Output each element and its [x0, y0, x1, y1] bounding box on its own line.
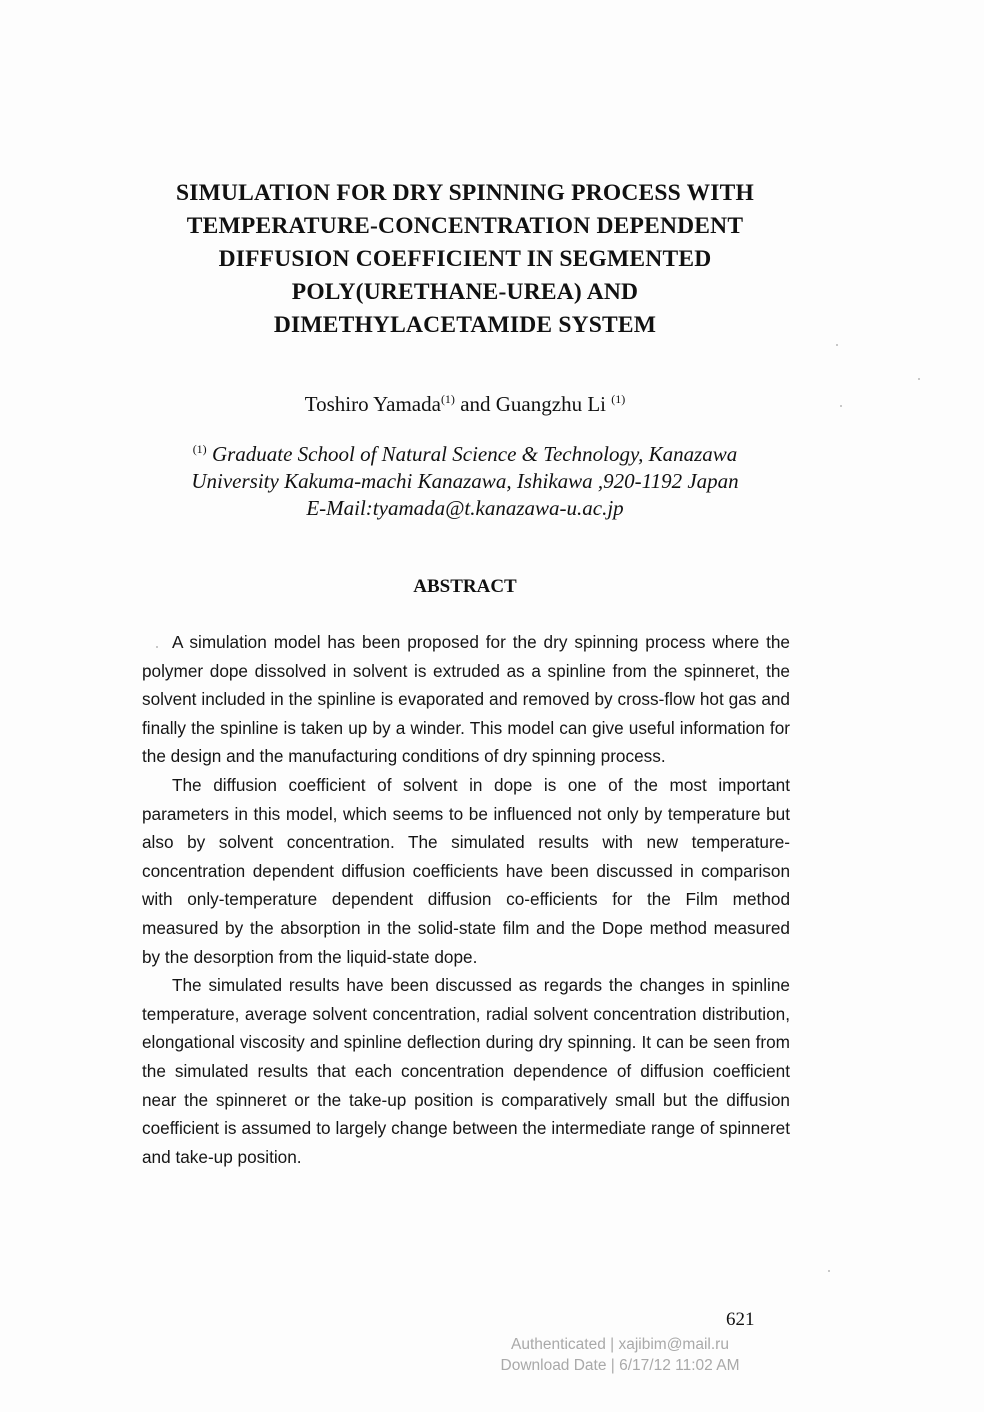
author-connector: and — [454, 392, 496, 416]
download-watermark — [470, 1334, 770, 1376]
page-number: 621 — [726, 1309, 755, 1330]
abstract-body — [142, 628, 790, 1171]
scan-speck — [828, 1270, 830, 1272]
scan-speck — [836, 344, 838, 346]
paper-title — [120, 177, 810, 342]
title-line: SIMULATION FOR DRY SPINNING PROCESS WITH — [175, 180, 754, 206]
abstract-paragraph: The diffusion coefficient of solvent in dope is one of the most important parameters in this model, which seems to be influenced not only by temperature but also by solvent concentration. The simulated results with new temperature-concentration dependent diffusion coefficients have been discussed in comparison with only-temperature dependent diffusion co-efficients for the Film method measured by the absorption in the solid-state film and the Dope method measured by the desorption from the liquid-state dope. — [142, 774, 790, 967]
affiliation-marker: (1) — [192, 442, 207, 456]
affiliation-block — [120, 436, 810, 522]
title-line: TEMPERATURE-CONCENTRATION DEPENDENT — [186, 213, 744, 239]
title-line: DIMETHYLACETAMIDE SYSTEM — [273, 312, 657, 338]
title-line: POLY(URETHANE-UREA) AND — [291, 279, 639, 305]
author-line — [120, 384, 810, 419]
scan-speck — [156, 646, 158, 648]
author-name: Guangzhu Li — [495, 392, 606, 416]
scan-speck — [840, 405, 842, 407]
affiliation-text: Graduate School of Natural Science & Technology, Kanazawa — [206, 442, 738, 466]
affiliation-email: E-Mail:tyamada@t.kanazawa-u.ac.jp — [306, 496, 624, 520]
author-name: Toshiro Yamada — [304, 392, 441, 416]
watermark-line: Authenticated | xajibim@mail.ru — [511, 1336, 729, 1353]
title-line: DIFFUSION COEFFICIENT IN SEGMENTED — [218, 246, 712, 272]
watermark-line: Download Date | 6/17/12 11:02 AM — [500, 1357, 740, 1374]
abstract-heading: ABSTRACT — [413, 576, 517, 597]
abstract-paragraph: The simulated results have been discussed as regards the changes in spinline temperature, average solvent concentration, radial solvent concentration distribution, elongational viscosity and spinline deflection during dry spinning. It can be seen from the simulated results that each concentration dependence of diffusion coefficient near the spinneret or the take-up position is comparatively small but the diffusion coefficient is assumed to largely change between the intermediate range of spinneret and take-up position. — [142, 975, 790, 1167]
affiliation-marker: (1) — [611, 392, 626, 406]
affiliation-line: University Kakuma-machi Kanazawa, Ishikawa ,920-1192 Japan — [191, 469, 739, 493]
affiliation-marker: (1) — [440, 392, 455, 406]
abstract-paragraph: A simulation model has been proposed for the dry spinning process where the polymer dope dissolved in solvent is extruded as a spinline from the spinneret, the solvent included in the spinline is evaporated and removed by cross-flow hot gas and finally the spinline is taken up by a winder. This model can give useful information for the design and the manufacturing conditions of dry spinning process. — [142, 632, 790, 767]
scan-speck — [918, 378, 920, 380]
affiliation-line — [120, 436, 810, 468]
